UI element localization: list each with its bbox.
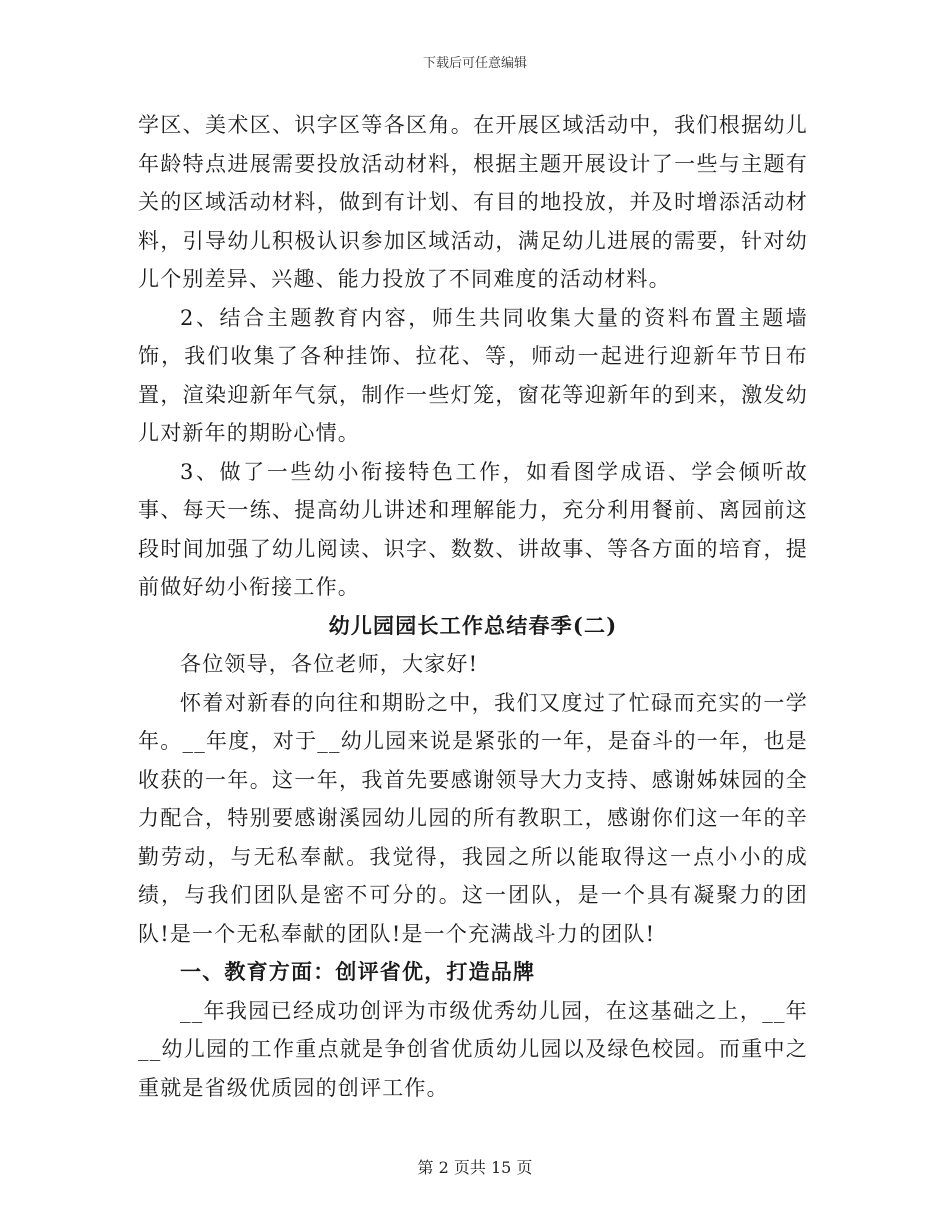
paragraph-intro: 怀着对新春的向往和期盼之中，我们又度过了忙碌而充实的一学年。__年度，对于__幼儿园来说是紧张的一年，是奋斗的一年，也是收获的一年。这一年，我首先要感谢领导大力支持、感谢姊妹园的全力配合，特别要感谢溪园幼儿园的所有教职工，感谢你们这一年的辛勤劳动，与无私奉献。我觉得，我园之所以能取得这一点小小的成绩，与我们团队是密不可分的。这一团队，是一个具有凝聚力的团队!是一个无私奉献的团队!是一个充满战斗力的团队!: [138, 690, 808, 946]
section-title: 幼儿园园长工作总结春季(二): [328, 612, 618, 638]
paragraph-item-3: 3、做了一些幼小衔接特色工作，如看图学成语、学会倾听故事、每天一练、提高幼儿讲述和理解能力，充分利用餐前、离园前这段时间加强了幼儿阅读、识字、数数、讲故事、等各方面的培育，提前做好幼小衔接工作。: [138, 459, 808, 599]
paragraph-continued: 学区、美术区、识字区等各区角。在开展区域活动中，我们根据幼儿年龄特点进展需要投放活动材料，根据主题开展设计了一些与主题有关的区域活动材料，做到有计划、有目的地投放，并及时增添活动材料，引导幼儿积极认识参加区域活动，满足幼儿进展的需要，针对幼儿个别差异、兴趣、能力投放了不同难度的活动材料。: [138, 113, 808, 291]
greeting: 各位领导，各位老师，大家好!: [180, 652, 479, 676]
page-footer: 第 2 页共 15 页: [417, 1158, 533, 1177]
paragraph-education: __年我园已经成功创评为市级优秀幼儿园，在这基础之上，__年__幼儿园的工作重点就是争创省优质幼儿园以及绿色校园。而重中之重就是省级优质园的创评工作。: [138, 998, 808, 1100]
paragraph-item-2: 2、结合主题教育内容，师生共同收集大量的资料布置主题墙饰，我们收集了各种挂饰、拉花、等，师动一起进行迎新年节日布置，渲染迎新年气氛，制作一些灯笼，窗花等迎新年的到来，激发幼儿对新年的期盼心情。: [138, 305, 808, 445]
subsection-heading: 一、教育方面：创评省优，打造品牌: [180, 959, 536, 984]
document-body: [138, 106, 808, 1107]
page-header: 下载后可任意编辑: [422, 56, 527, 71]
